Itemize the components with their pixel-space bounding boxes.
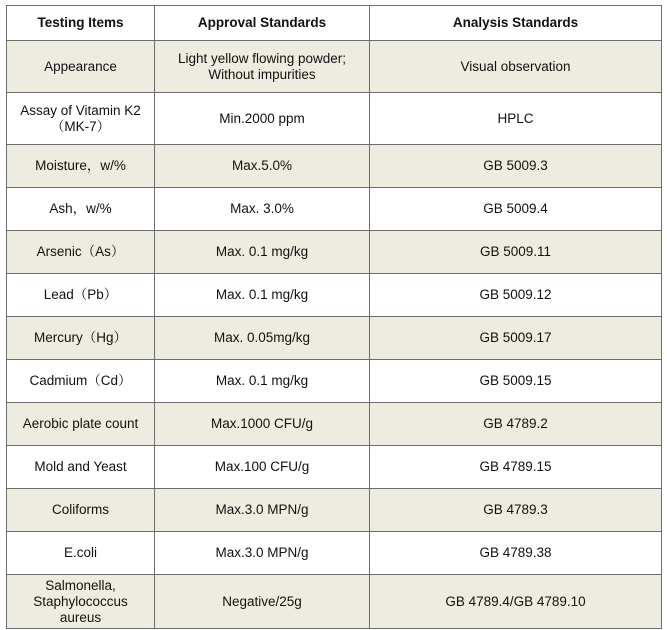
cell-text: Max.100 CFU/g	[214, 459, 310, 474]
cell-text: Max.3.0 MPN/g	[215, 545, 309, 560]
cell-testing-item	[7, 360, 155, 403]
cell-analysis-standard	[370, 145, 662, 188]
cell-analysis-standard	[370, 41, 662, 93]
cell-approval-standard	[155, 446, 370, 489]
cell-analysis-standard	[370, 489, 662, 532]
cell-text: Min.2000 ppm	[219, 110, 305, 126]
table-row	[7, 231, 662, 274]
cell-testing-item	[7, 489, 155, 532]
cell-text: GB 4789.4/GB 4789.10	[445, 593, 586, 609]
cell-analysis-standard	[370, 188, 662, 231]
cell-text: Max. 3.0%	[230, 201, 294, 216]
cell-approval-standard	[155, 93, 370, 145]
cell-text: Max.3.0 MPN/g	[215, 502, 309, 517]
cell-analysis-standard	[370, 93, 662, 145]
cell-text: GB 4789.38	[479, 545, 552, 560]
table-row	[7, 274, 662, 317]
cell-approval-standard	[155, 231, 370, 274]
table-row	[7, 41, 662, 93]
cell-text: E.coli	[63, 545, 97, 560]
cell-text: GB 5009.15	[479, 373, 552, 388]
table-row	[7, 403, 662, 446]
header-testing-items: Testing Items	[7, 6, 155, 41]
cell-testing-item	[7, 317, 155, 360]
cell-testing-item	[7, 403, 155, 446]
cell-approval-standard	[155, 489, 370, 532]
cell-text: Aerobic plate count	[22, 416, 139, 431]
cell-text: Visual observation	[460, 58, 571, 74]
cell-analysis-standard	[370, 403, 662, 446]
cell-text: GB 4789.15	[479, 459, 552, 474]
cell-testing-item	[7, 41, 155, 93]
cell-approval-standard	[155, 403, 370, 446]
cell-approval-standard	[155, 575, 370, 629]
cell-text: Negative/25g	[222, 593, 302, 609]
cell-text: GB 5009.3	[483, 158, 548, 173]
table-row	[7, 145, 662, 188]
cell-testing-item	[7, 231, 155, 274]
cell-text: Ash，w/%	[49, 201, 112, 216]
table-row	[7, 575, 662, 629]
cell-text: Moisture，w/%	[35, 158, 126, 173]
cell-analysis-standard	[370, 317, 662, 360]
header-analysis-standards: Analysis Standards	[370, 6, 662, 41]
cell-approval-standard	[155, 41, 370, 93]
cell-text: Mercury（Hg）	[33, 330, 127, 345]
cell-text: Max. 0.1 mg/kg	[215, 244, 309, 259]
cell-text: Assay of Vitamin K2 （MK-7）	[20, 102, 141, 134]
cell-text: GB 5009.17	[479, 330, 552, 345]
cell-analysis-standard	[370, 575, 662, 629]
cell-text: GB 5009.12	[479, 287, 552, 302]
cell-approval-standard	[155, 317, 370, 360]
cell-approval-standard	[155, 532, 370, 575]
cell-text: Max. 0.05mg/kg	[213, 330, 311, 345]
cell-text: HPLC	[497, 110, 534, 126]
cell-text: Cadmium（Cd）	[29, 373, 132, 388]
cell-text: Arsenic（As）	[36, 244, 125, 259]
cell-testing-item	[7, 145, 155, 188]
cell-analysis-standard	[370, 446, 662, 489]
cell-text: Max.5.0%	[231, 158, 293, 173]
cell-text: GB 5009.11	[479, 244, 552, 259]
table-row	[7, 532, 662, 575]
cell-text: Appearance	[44, 58, 117, 74]
cell-analysis-standard	[370, 532, 662, 575]
cell-approval-standard	[155, 274, 370, 317]
cell-text: Max. 0.1 mg/kg	[215, 287, 309, 302]
cell-approval-standard	[155, 188, 370, 231]
table-row	[7, 93, 662, 145]
table-header-row	[7, 6, 662, 41]
cell-testing-item	[7, 575, 155, 629]
cell-text: Mold and Yeast	[34, 459, 127, 474]
cell-testing-item	[7, 93, 155, 145]
table-row	[7, 489, 662, 532]
cell-analysis-standard	[370, 274, 662, 317]
header-approval-standards: Approval Standards	[155, 6, 370, 41]
cell-text: Salmonella, Staphylococcus aureus	[33, 577, 128, 625]
cell-text: GB 4789.2	[483, 416, 548, 431]
cell-text: Lead（Pb）	[43, 287, 118, 302]
table-row	[7, 317, 662, 360]
cell-text: GB 4789.3	[483, 502, 548, 517]
cell-text: Max. 0.1 mg/kg	[215, 373, 309, 388]
cell-approval-standard	[155, 360, 370, 403]
cell-analysis-standard	[370, 231, 662, 274]
cell-approval-standard	[155, 145, 370, 188]
table-row	[7, 446, 662, 489]
cell-text: GB 5009.4	[483, 201, 548, 216]
table-row	[7, 188, 662, 231]
cell-analysis-standard	[370, 360, 662, 403]
specification-table	[6, 5, 662, 629]
cell-testing-item	[7, 532, 155, 575]
cell-text: Light yellow flowing powder; Without impurities	[177, 50, 347, 82]
cell-testing-item	[7, 274, 155, 317]
cell-text: Coliforms	[51, 502, 109, 517]
table-row	[7, 360, 662, 403]
cell-text: Max.1000 CFU/g	[210, 416, 314, 431]
cell-testing-item	[7, 188, 155, 231]
cell-testing-item	[7, 446, 155, 489]
